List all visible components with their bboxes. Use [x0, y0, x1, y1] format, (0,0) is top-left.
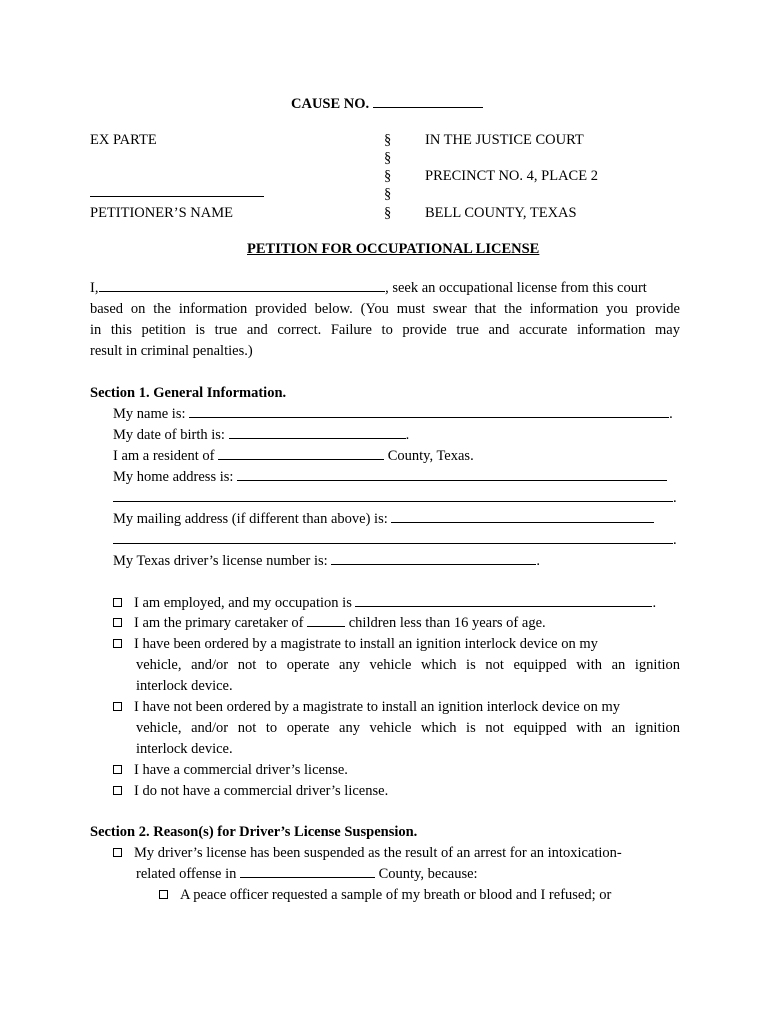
period: . — [536, 553, 540, 569]
home-address-row — [113, 467, 667, 488]
intro-line-2: based on the information provided below. (You must swear that the information you provide — [90, 301, 680, 317]
employed-label: I am employed, and my occupation is — [134, 595, 352, 611]
mailing-address-blank-2[interactable] — [113, 530, 673, 544]
petitioner-name-label: PETITIONER’S NAME — [90, 205, 233, 221]
mailing-address-row-2 — [113, 530, 677, 551]
section-symbol: § — [384, 150, 392, 166]
court-name: IN THE JUSTICE COURT — [425, 132, 584, 148]
resident-row — [113, 446, 474, 467]
name-row — [113, 404, 673, 425]
section-symbol: § — [384, 186, 392, 202]
section1-heading: Section 1. General Information. — [90, 385, 287, 401]
dob-row — [113, 425, 409, 446]
offense-county-blank[interactable] — [240, 864, 375, 878]
interlock-ordered-text-2: vehicle, and/or not to operate any vehicle which is not equipped with an ignition — [136, 657, 680, 673]
caretaker-prefix: I am the primary caretaker of — [134, 615, 304, 631]
mailing-address-row — [113, 509, 654, 530]
option-commercial-yes — [113, 760, 348, 781]
home-address-row-2 — [113, 488, 677, 509]
period: . — [652, 595, 657, 611]
employed-checkbox[interactable] — [113, 598, 122, 607]
refused-label: A peace officer requested a sample of my breath or blood and I refused; or — [180, 887, 612, 903]
resident-label: I am a resident of — [113, 448, 215, 464]
interlock-ordered-text-3: interlock device. — [136, 678, 233, 694]
section2-heading: Section 2. Reason(s) for Driver’s License Suspension. — [90, 824, 418, 840]
home-address-label: My home address is: — [113, 469, 234, 485]
occupation-blank[interactable] — [355, 593, 652, 607]
period: . — [673, 490, 677, 506]
interlock-not-ordered-text-3: interlock device. — [136, 741, 233, 757]
interlock-ordered-text-1: I have been ordered by a magistrate to install an ignition interlock device on my — [134, 636, 598, 652]
interlock-not-ordered-text-2: vehicle, and/or not to operate any vehicle which is not equipped with an ignition — [136, 720, 680, 736]
home-address-blank[interactable] — [237, 467, 667, 481]
resident-suffix: County, Texas. — [387, 448, 474, 464]
intro-prefix: I, — [90, 280, 99, 296]
section-symbol: § — [384, 168, 392, 184]
suspended-suffix: County, because: — [378, 866, 478, 882]
option-employed — [113, 593, 656, 614]
period: . — [405, 427, 410, 443]
option-interlock-not-ordered — [113, 697, 620, 718]
suspended-checkbox[interactable] — [113, 848, 122, 857]
dob-blank[interactable] — [229, 425, 406, 439]
interlock-ordered-checkbox[interactable] — [113, 639, 122, 648]
commercial-no-checkbox[interactable] — [113, 786, 122, 795]
intro-line-3: in this petition is true and correct. Failure to provide true and accurate information may — [90, 322, 680, 338]
dob-label: My date of birth is: — [113, 427, 225, 443]
county-state: BELL COUNTY, TEXAS — [425, 205, 577, 221]
intro-line-1 — [90, 278, 647, 299]
cause-number-line — [291, 94, 483, 115]
cause-number-label: CAUSE NO. — [291, 96, 370, 112]
dl-number-label: My Texas driver’s license number is: — [113, 553, 328, 569]
children-count-blank[interactable] — [307, 613, 345, 627]
document-title: PETITION FOR OCCUPATIONAL LICENSE — [247, 241, 540, 257]
option-commercial-no — [113, 781, 388, 802]
commercial-yes-label: I have a commercial driver’s license. — [134, 762, 348, 778]
commercial-no-label: I do not have a commercial driver’s license. — [134, 783, 389, 799]
ex-parte-label: EX PARTE — [90, 132, 157, 148]
option-refused — [159, 885, 611, 906]
period: . — [673, 532, 677, 548]
section-symbol: § — [384, 132, 392, 148]
name-blank[interactable] — [189, 404, 669, 418]
period: . — [669, 406, 673, 422]
home-address-blank-2[interactable] — [113, 488, 673, 502]
precinct: PRECINCT NO. 4, PLACE 2 — [425, 168, 598, 184]
resident-county-blank[interactable] — [218, 446, 384, 460]
interlock-not-ordered-checkbox[interactable] — [113, 702, 122, 711]
intro-line-4: result in criminal penalties.) — [90, 343, 253, 359]
dl-number-row — [113, 551, 540, 572]
petitioner-name-blank-line — [90, 183, 264, 204]
name-label: My name is: — [113, 406, 186, 422]
interlock-not-ordered-text-1: I have not been ordered by a magistrate to install an ignition interlock device on my — [134, 699, 621, 715]
suspended-prefix: related offense in — [136, 866, 237, 882]
suspended-text-1: My driver’s license has been suspended as the result of an arrest for an intoxication- — [134, 845, 622, 861]
commercial-yes-checkbox[interactable] — [113, 765, 122, 774]
refused-checkbox[interactable] — [159, 890, 168, 899]
petitioner-full-name-blank[interactable] — [99, 278, 385, 292]
intro-line1-suffix: , seek an occupational license from this court — [385, 280, 647, 296]
cause-number-blank[interactable] — [373, 94, 483, 108]
option-caretaker — [113, 613, 546, 634]
option-interlock-ordered — [113, 634, 598, 655]
section-symbol: § — [384, 205, 392, 221]
petitioner-name-blank[interactable] — [90, 183, 264, 197]
caretaker-suffix: children less than 16 years of age. — [348, 615, 546, 631]
mailing-address-blank[interactable] — [391, 509, 654, 523]
dl-number-blank[interactable] — [331, 551, 536, 565]
mailing-address-label: My mailing address (if different than above) is: — [113, 511, 388, 527]
suspended-line-2 — [136, 864, 478, 885]
option-suspended — [113, 843, 622, 864]
caretaker-checkbox[interactable] — [113, 618, 122, 627]
